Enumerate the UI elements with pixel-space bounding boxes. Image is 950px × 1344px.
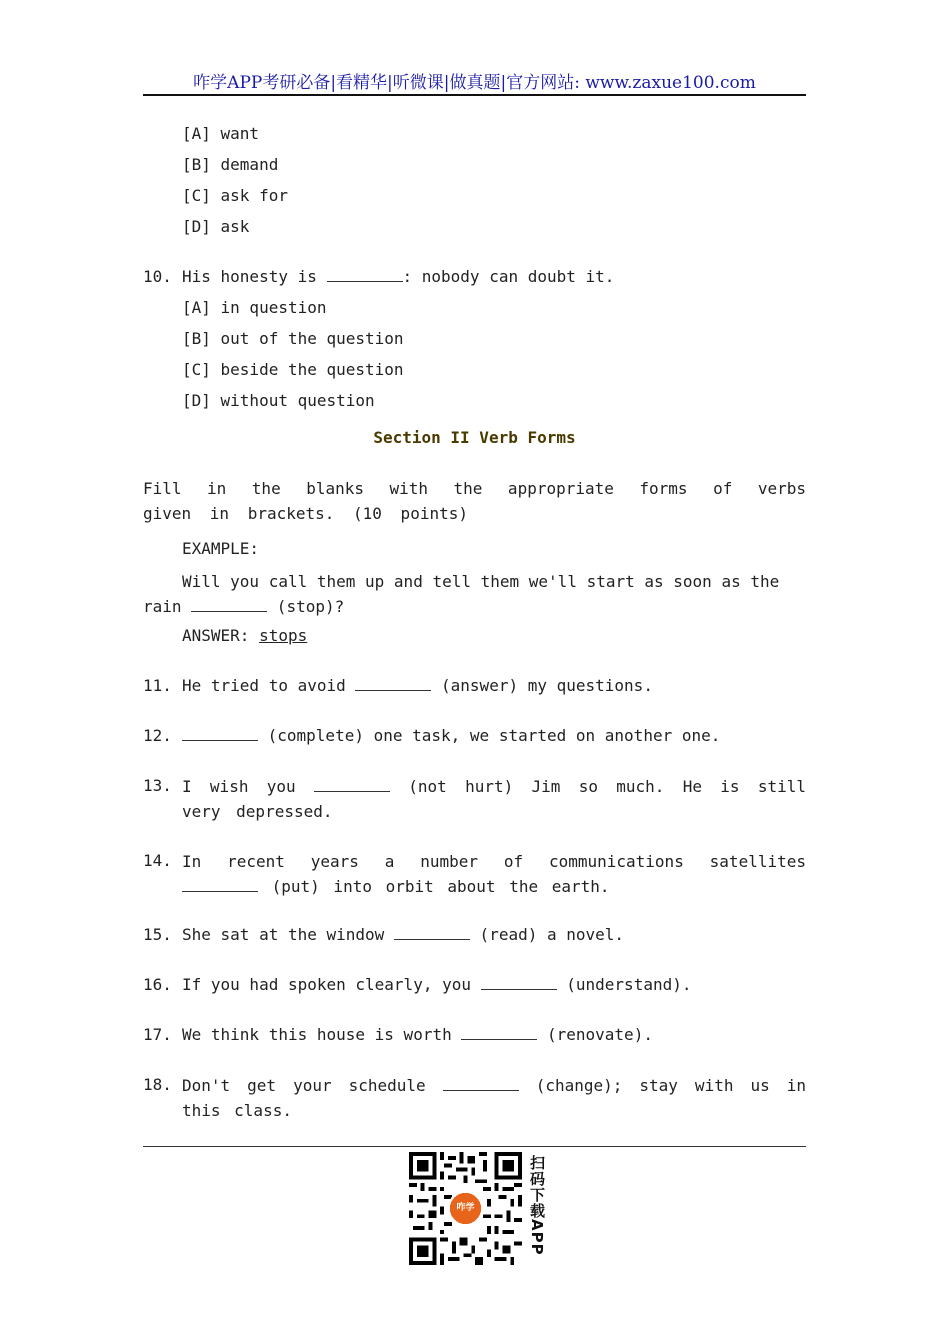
q10-number: 10.	[143, 267, 172, 286]
q14-number: 14.	[143, 851, 172, 870]
q17-text: We think this house is worth (renovate).	[182, 1025, 653, 1044]
q11-number: 11.	[143, 676, 172, 695]
answer-blank	[314, 777, 390, 792]
q9-option-d: [D] ask	[182, 217, 250, 236]
example-sentence: Will you call them up and tell them we'll start as soon as the rain (stop)?	[143, 572, 780, 616]
answer-blank	[191, 597, 267, 612]
page-header: 咋学APP考研必备|看精华|听微课|做真题|官方网站: www.zaxue100.com	[193, 73, 756, 93]
q18-number: 18.	[143, 1075, 172, 1094]
answer-blank	[394, 925, 470, 940]
q15-text: She sat at the window (read) a novel.	[182, 925, 625, 944]
q17-number: 17.	[143, 1025, 172, 1044]
q13-text: I wish you (not hurt) Jim so much. He is still very depressed.	[182, 777, 807, 821]
q12-text: (complete) one task, we started on another one.	[182, 726, 720, 745]
q10-stem: His honesty is : nobody can doubt it.	[182, 267, 615, 286]
answer-blank	[182, 877, 258, 892]
qr-logo-text: 咋学	[456, 1203, 475, 1213]
q9-option-c: [C] ask for	[182, 186, 288, 205]
qr-caption: 扫码下载APP	[528, 1155, 546, 1256]
q10-option-a: [A] in question	[182, 298, 327, 317]
q14-text: In recent years a number of communications satellites (put) into orbit about the earth.	[182, 852, 806, 896]
q10-option-b: [B] out of the question	[182, 329, 404, 348]
q9-option-b: [B] demand	[182, 155, 279, 174]
answer-blank	[182, 726, 258, 741]
answer-blank	[443, 1076, 519, 1091]
footer-divider	[143, 1146, 806, 1147]
header-divider	[143, 94, 806, 96]
answer-blank	[355, 676, 431, 691]
example-label: EXAMPLE:	[182, 539, 260, 558]
download-qr-code[interactable]	[409, 1152, 522, 1265]
q13-number: 13.	[143, 776, 172, 795]
q16-text: If you had spoken clearly, you (understand).	[182, 975, 692, 994]
answer-blank	[461, 1025, 537, 1040]
example-answer: ANSWER: stops	[182, 626, 308, 645]
section-title: Section II Verb Forms	[373, 428, 576, 447]
q16-number: 16.	[143, 975, 172, 994]
q11-text: He tried to avoid (answer) my questions.	[182, 676, 653, 695]
q9-option-a: [A] want	[182, 124, 260, 143]
section-instructions: Fill in the blanks with the appropriate forms of verbs given in brackets. (10 points)	[143, 479, 806, 523]
q15-number: 15.	[143, 925, 172, 944]
q10-option-c: [C] beside the question	[182, 360, 404, 379]
q18-text: Don't get your schedule (change); stay with us in this class.	[182, 1076, 807, 1120]
q10-option-d: [D] without question	[182, 391, 375, 410]
answer-blank	[481, 975, 557, 990]
example-answer-value: stops	[259, 626, 308, 645]
answer-blank	[327, 267, 403, 282]
q12-number: 12.	[143, 726, 172, 745]
